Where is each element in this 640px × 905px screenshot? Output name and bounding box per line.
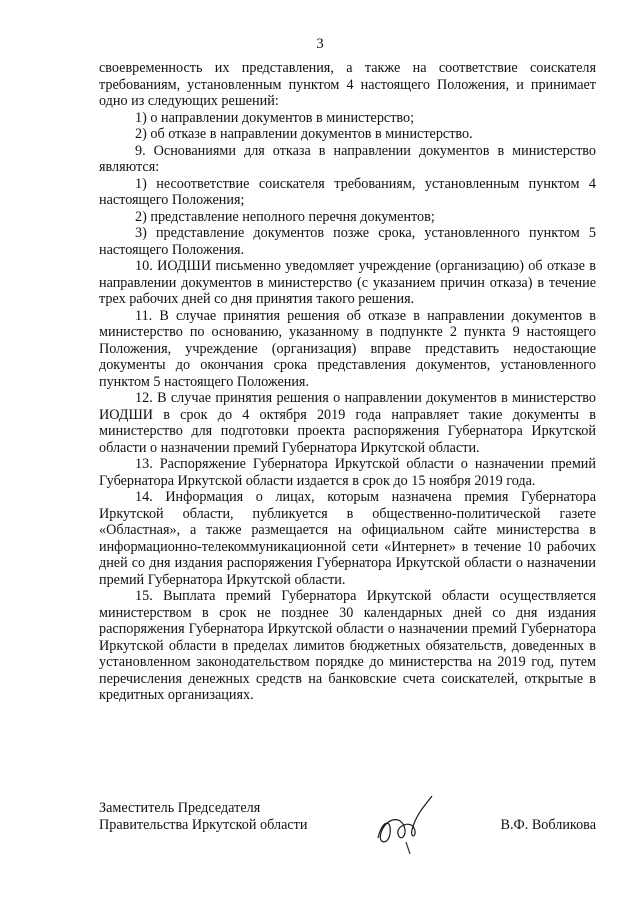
- paragraph: 10. ИОДШИ письменно уведомляет учреждение (организацию) об отказе в направлении документов в министерство (с указанием причин отказа) в течение трех рабочих дней со дня принятия такого решения.: [99, 258, 596, 307]
- paragraph: 9. Основаниями для отказа в направлении документов в министерство являются:: [99, 142, 596, 175]
- paragraph: 15. Выплата премий Губернатора Иркутской области осуществляется министерством в срок не позднее 30 календарных дней со дня издания распоряжения Губернатора Иркутской области о назначении премий Губернатора Иркутской области в пределах лимитов бюджетных обязательств, доведенных в установленном законодательством порядке до министерства на 2019 год, путем перечисления денежных средств на банковские счета соискателей, открытые в кредитных организациях.: [99, 588, 596, 703]
- paragraph: своевременность их представления, а также на соответствие соискателя требованиям, установленным пунктом 4 настоящего Положения, и принимает одно из следующих решений:: [99, 60, 596, 109]
- document-body: [99, 60, 596, 704]
- paragraph: 12. В случае принятия решения о направлении документов в министерство ИОДШИ в срок до 4 октября 2019 года направляет такие документы в министерство для подготовки проекта распоряжения Губернатора Иркутской области о назначении премий Губернатора Иркутской области.: [99, 390, 596, 456]
- paragraph: 2) представление неполного перечня документов;: [135, 208, 435, 225]
- paragraph: 3) представление документов позже срока, установленного пунктом 5 настоящего Положения.: [99, 225, 596, 258]
- paragraph: 1) несоответствие соискателя требованиям, установленным пунктом 4 настоящего Положения;: [99, 175, 596, 208]
- paragraph: 1) о направлении документов в министерство;: [135, 109, 415, 126]
- paragraph: 11. В случае принятия решения об отказе в направлении документов в министерство по основанию, указанному в подпункте 2 пункта 9 настоящего Положения, учреждение (организация) вправе представить недостающие документы до окончания срока представления документов, установленного пунктом 5 настоящего Положения.: [99, 307, 596, 390]
- page-number: 3: [316, 36, 324, 52]
- signature-block: [99, 800, 596, 834]
- signatory-name: В.Ф. Вобликова: [500, 817, 596, 833]
- paragraph: 2) об отказе в направлении документов в министерство.: [135, 126, 473, 142]
- signatory-title-line2: Правительства Иркутской области: [99, 817, 308, 833]
- paragraph: 13. Распоряжение Губернатора Иркутской области о назначении премий Губернатора Иркутской области издается в срок до 15 ноября 2019 года.: [99, 456, 596, 489]
- paragraph: 14. Информация о лицах, которым назначена премия Губернатора Иркутской области, публикуется в общественно-политической газете «Областная», а также размещается на официальном сайте министерства в информационно-телекоммуникационной сети «Интернет» в течение 10 рабочих дней со дня издания распоряжения Губернатора Иркутской области о назначении премий Губернатора Иркутской области.: [99, 489, 596, 588]
- signatory-title-line1: Заместитель Председателя: [99, 800, 261, 816]
